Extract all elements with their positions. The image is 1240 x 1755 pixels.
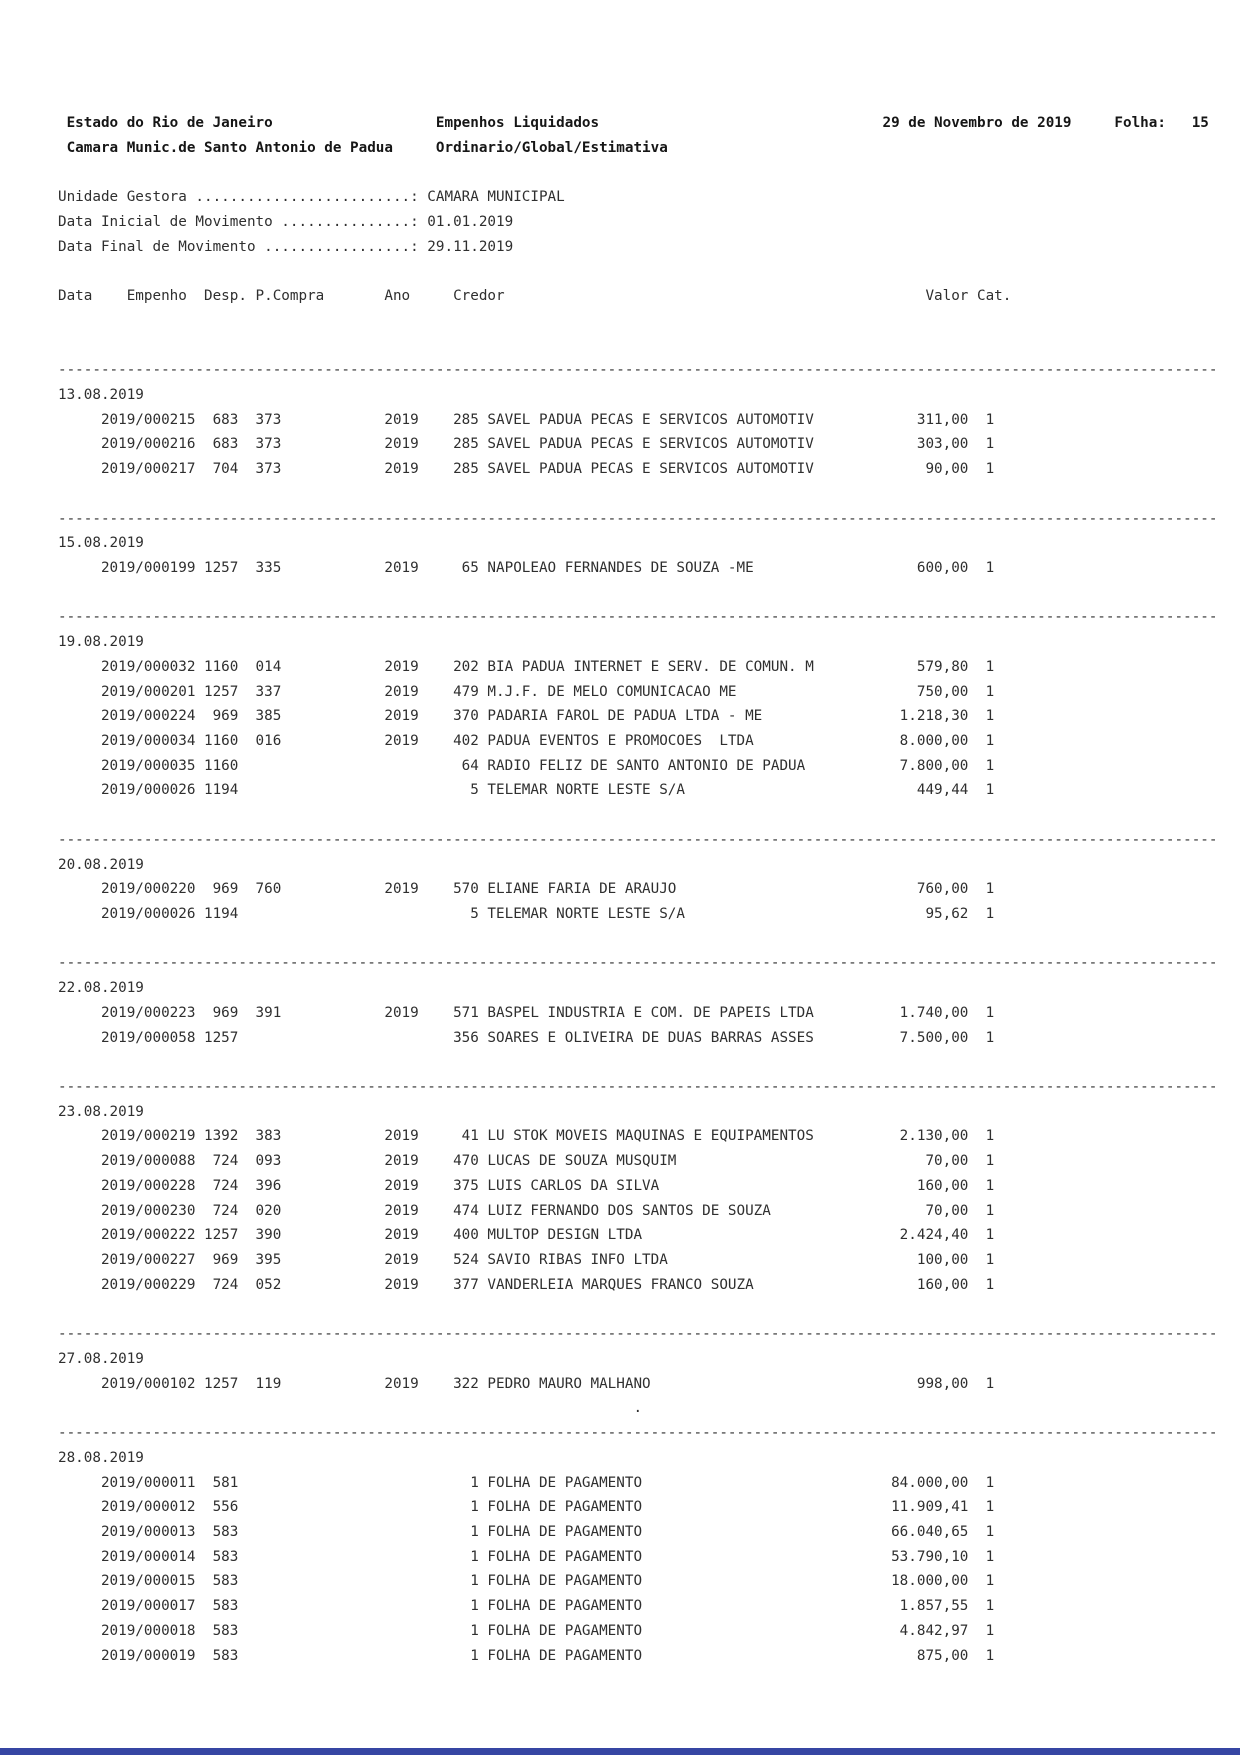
table-row: 2019/000216 683 373 2019 285 SAVEL PADUA PECAS E SERVICOS AUTOMOTIV 303,00 1 [58,436,995,453]
report-header-line-1: Estado do Rio de Janeiro Empenhos Liquidados 29 de Novembro de 2019 Folha: 15 [58,115,1209,131]
table-row: 2019/000026 1194 5 TELEMAR NORTE LESTE S/A 449,44 1 [58,782,995,799]
table-row: 2019/000220 969 760 2019 570 ELIANE FARIA DE ARAUJO 760,00 1 [58,881,995,898]
table-row: 2019/000228 724 396 2019 375 LUIS CARLOS DA SILVA 160,00 1 [58,1177,995,1194]
table-row: 2019/000018 583 1 FOLHA DE PAGAMENTO 4.842,97 1 [58,1622,995,1639]
table-row: 2019/000032 1160 014 2019 202 BIA PADUA INTERNET E SERV. DE COMUN. M 579,80 1 [58,658,995,675]
table-row: 2019/000019 583 1 FOLHA DE PAGAMENTO 875,00 1 [58,1647,995,1664]
table-row: 2019/000217 704 373 2019 285 SAVEL PADUA PECAS E SERVICOS AUTOMOTIV 90,00 1 [58,461,995,478]
filter-line-1: Data Inicial de Movimento ...............: 01.01.2019 [58,213,514,230]
separator-line: --------------------------------------------------------------------------------------------------------------------------------------- [58,1079,1218,1096]
separator-line: --------------------------------------------------------------------------------------------------------------------------------------- [58,1425,1218,1442]
stray-dot: . [58,1400,643,1417]
report-header-line-2: Camara Munic.de Santo Antonio de Padua Ordinario/Global/Estimativa [58,139,668,156]
separator-line: --------------------------------------------------------------------------------------------------------------------------------------- [58,955,1218,972]
section-date: 27.08.2019 [58,1350,144,1367]
section-date: 23.08.2019 [58,1103,144,1120]
blank-line [58,309,1217,334]
filter-line-0: Unidade Gestora .........................: CAMARA MUNICIPAL [58,189,565,206]
blank-line [58,1050,1217,1075]
table-row: 2019/000017 583 1 FOLHA DE PAGAMENTO 1.857,55 1 [58,1598,995,1615]
section-date: 22.08.2019 [58,980,144,997]
table-row: 2019/000026 1194 5 TELEMAR NORTE LESTE S/A 95,62 1 [58,906,995,922]
table-row: 2019/000224 969 385 2019 370 PADARIA FAROL DE PADUA LTDA - ME 1.218,30 1 [58,708,995,725]
separator-line: --------------------------------------------------------------------------------------------------------------------------------------- [58,510,1218,527]
separator-line: --------------------------------------------------------------------------------------------------------------------------------------- [58,362,1218,379]
blank-line [58,333,1217,358]
section-date: 20.08.2019 [58,856,144,873]
table-row: 2019/000223 969 391 2019 571 BASPEL INDUSTRIA E COM. DE PAPEIS LTDA 1.740,00 1 [58,1004,995,1021]
table-row: 2019/000219 1392 383 2019 41 LU STOK MOVEIS MAQUINAS E EQUIPAMENTOS 2.130,00 1 [58,1128,995,1145]
table-row: 2019/000230 724 020 2019 474 LUIZ FERNANDO DOS SANTOS DE SOUZA 70,00 1 [58,1202,995,1219]
blank-line [58,482,1217,507]
table-row: 2019/000222 1257 390 2019 400 MULTOP DESIGN LTDA 2.424,40 1 [58,1227,995,1244]
table-row: 2019/000102 1257 119 2019 322 PEDRO MAURO MALHANO 998,00 1 [58,1375,995,1392]
table-row: 2019/000034 1160 016 2019 402 PADUA EVENTOS E PROMOCOES LTDA 8.000,00 1 [58,732,995,749]
table-row: 2019/000013 583 1 FOLHA DE PAGAMENTO 66.040,65 1 [58,1523,995,1540]
filter-line-2: Data Final de Movimento .................: 29.11.2019 [58,238,514,255]
section-date: 19.08.2019 [58,634,144,651]
table-row: 2019/000229 724 052 2019 377 VANDERLEIA MARQUES FRANCO SOUZA 160,00 1 [58,1276,995,1293]
table-row: 2019/000201 1257 337 2019 479 M.J.F. DE MELO COMUNICACAO ME 750,00 1 [58,683,995,700]
report-document [58,111,1217,1668]
table-row: 2019/000014 583 1 FOLHA DE PAGAMENTO 53.790,10 1 [58,1548,995,1565]
table-row: 2019/000199 1257 335 2019 65 NAPOLEAO FERNANDES DE SOUZA -ME 600,00 1 [58,559,995,576]
blank-line [58,581,1217,606]
blank-line [58,1298,1217,1323]
blank-line [58,927,1217,952]
table-row: 2019/000227 969 395 2019 524 SAVIO RIBAS INFO LTDA 100,00 1 [58,1252,995,1269]
blank-line [58,259,1217,284]
table-row: 2019/000035 1160 64 RADIO FELIZ DE SANTO ANTONIO DE PADUA 7.800,00 1 [58,757,995,774]
table-row: 2019/000015 583 1 FOLHA DE PAGAMENTO 18.000,00 1 [58,1573,995,1590]
separator-line: --------------------------------------------------------------------------------------------------------------------------------------- [58,831,1218,848]
section-date: 13.08.2019 [58,386,144,403]
table-row: 2019/000012 556 1 FOLHA DE PAGAMENTO 11.909,41 1 [58,1499,995,1516]
table-row: 2019/000011 581 1 FOLHA DE PAGAMENTO 84.000,00 1 [58,1474,995,1491]
separator-line: --------------------------------------------------------------------------------------------------------------------------------------- [58,1326,1218,1343]
section-date: 15.08.2019 [58,535,144,552]
blank-line [58,160,1217,185]
table-row: 2019/000058 1257 356 SOARES E OLIVEIRA DE DUAS BARRAS ASSES 7.500,00 1 [58,1029,995,1046]
column-header: Data Empenho Desp. P.Compra Ano Credor Valor Cat. [58,288,1012,305]
table-row: 2019/000088 724 093 2019 470 LUCAS DE SOUZA MUSQUIM 70,00 1 [58,1153,995,1170]
separator-line: --------------------------------------------------------------------------------------------------------------------------------------- [58,609,1218,626]
page-bottom-bar [0,1748,1240,1755]
section-date: 28.08.2019 [58,1449,144,1466]
table-row: 2019/000215 683 373 2019 285 SAVEL PADUA PECAS E SERVICOS AUTOMOTIV 311,00 1 [58,411,995,428]
blank-line [58,803,1217,828]
